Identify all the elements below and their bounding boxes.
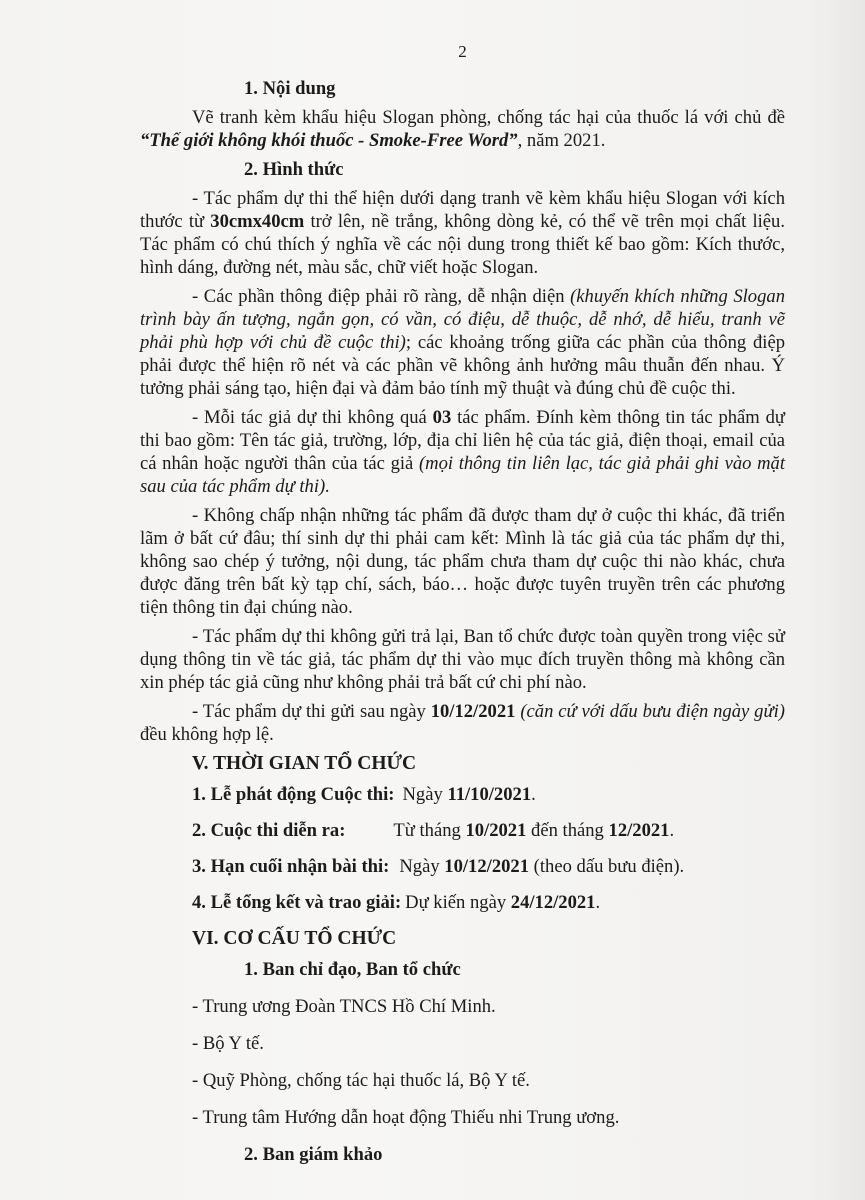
section-heading-content: 1. Nội dung [244, 78, 336, 99]
schedule-label: 2. Cuộc thi diễn ra: [192, 820, 346, 841]
list-item: - Bộ Y tế. [192, 1033, 264, 1054]
text: (theo dấu bưu điện). [529, 856, 685, 877]
section-heading-structure: VI. CƠ CẤU TỔ CHỨC [192, 928, 397, 949]
page-number: 2 [458, 42, 467, 61]
section-heading-form: 2. Hình thức [244, 159, 344, 180]
text: . [669, 820, 675, 841]
text: - Mỗi tác giả dự thi không quá [192, 407, 433, 428]
deadline-date: 10/12/2021 [430, 701, 516, 722]
text: - Các phần thông điệp phải rõ ràng, dễ nhận diện [192, 286, 571, 307]
text: ; các khoảng trống giữa các phần của thông điệp phải được thể hiện rõ nét và các phần vẽ không ảnh hưởng mâu thuẫn đến nhau. Ý tưởng phải sáng tạo, hiện đại và đảm bảo tính mỹ thuật và đúng chủ đề cuộc thi. [140, 332, 785, 399]
text: - Tác phẩm dự thi gửi sau ngày [192, 701, 431, 722]
text: trở lên, nề trắng, không dòng kẻ, có thể vẽ trên mọi chất liệu. Tác phẩm có chú thích ý nghĩa về các nội dung trong thiết kế bao gồm: Kích thước, hình dáng, đường nét, màu sắc, chữ viết hoặc Slogan. [140, 211, 785, 278]
text: Ngày [402, 784, 448, 805]
text: , năm 2021. [517, 130, 606, 151]
paragraph-limit [140, 406, 785, 498]
schedule-value [393, 819, 674, 842]
schedule-row [140, 855, 785, 878]
schedule-label: 1. Lễ phát động Cuộc thi: [192, 784, 395, 805]
date: 24/12/2021 [510, 892, 596, 913]
schedule-value [403, 783, 536, 806]
limit-count: 03 [432, 407, 452, 428]
text: tác phẩm. Đính kèm thông tin tác phẩm dự thi bao gồm: Tên tác giả, trường, lớp, địa chỉ liên hệ của tác giả, điện thoại, email của cá nhân hoặc người thân của tác giả [140, 407, 785, 474]
date: 12/2021 [608, 820, 670, 841]
text: Vẽ tranh kèm khẩu hiệu Slogan phòng, chống tác hại của thuốc lá với chủ đề [192, 107, 785, 128]
schedule-label: 4. Lễ tổng kết và trao giải: [192, 892, 402, 913]
paragraph-format [140, 187, 785, 279]
section-heading-time: V. THỜI GIAN TỔ CHỨC [192, 753, 417, 774]
schedule-row [140, 783, 785, 806]
text: đến tháng [526, 820, 609, 841]
text: . [531, 784, 536, 805]
italic-note: (mọi thông tin liên lạc, tác giả phải ghi vào mặt sau của tác phẩm dự thi). [140, 453, 785, 497]
schedule-value [405, 891, 600, 914]
text: đều không hợp lệ. [140, 724, 274, 745]
page-edge-shadow [805, 0, 865, 1200]
text: Dự kiến ngày [405, 892, 511, 913]
text: Từ tháng [393, 820, 466, 841]
date: 10/12/2021 [444, 856, 530, 877]
size-value: 30cmx40cm [210, 211, 305, 232]
subheading-steering: 1. Ban chỉ đạo, Ban tổ chức [244, 959, 461, 980]
list-item: - Quỹ Phòng, chống tác hại thuốc lá, Bộ Y tế. [192, 1070, 530, 1091]
paragraph-originality: - Không chấp nhận những tác phẩm đã được tham dự ở cuộc thi khác, đã triển lãm ở bất cứ đâu; thí sinh dự thi phải cam kết: Mình là tác giả của tác phẩm dự thi, không sao chép ý tưởng, nội dung, tác phẩm chưa tham dự cuộc thi nào khác, chưa được đăng trên bất kỳ tạp chí, sách, báo… hoặc được tuyên truyền trên các phương tiện thông tin đại chúng nào. [140, 505, 785, 618]
paragraph-deadline [140, 700, 785, 746]
list-item: - Trung tâm Hướng dẫn hoạt động Thiếu nhi Trung ương. [192, 1107, 620, 1128]
date: 10/2021 [465, 820, 527, 841]
date: 11/10/2021 [447, 784, 532, 805]
theme-title: “Thế giới không khói thuốc - Smoke-Free Word” [140, 130, 518, 151]
schedule-value [399, 855, 684, 878]
list-item: - Trung ương Đoàn TNCS Hồ Chí Minh. [192, 996, 496, 1017]
document-body [140, 40, 785, 1172]
subheading-jury: 2. Ban giám khảo [244, 1144, 383, 1165]
schedule-row [140, 891, 785, 914]
italic-note: (khuyến khích những Slogan trình bày ấn tượng, ngắn gọn, có vần, có điệu, dễ thuộc, dễ nhớ, dễ hiểu, tranh vẽ phải phù hợp với chủ đề cuộc thi) [140, 286, 785, 353]
text: - Tác phẩm dự thi thể hiện dưới dạng tranh vẽ kèm khẩu hiệu Slogan với kích thước từ [140, 188, 785, 232]
schedule-label: 3. Hạn cuối nhận bài thi: [192, 856, 390, 877]
text: . [595, 892, 601, 913]
paragraph-message [140, 285, 785, 400]
paragraph-content [140, 106, 785, 152]
schedule-row [140, 819, 785, 842]
text: Ngày [399, 856, 445, 877]
paragraph-rights: - Tác phẩm dự thi không gửi trả lại, Ban tổ chức được toàn quyền trong việc sử dụng thông tin về tác giả, tác phẩm dự thi vào mục đích truyền thông mà không cần xin phép tác giả cũng như không phải trả bất cứ chi phí nào. [140, 626, 785, 693]
italic-note: (căn cứ với dấu bưu điện ngày gửi) [520, 701, 785, 722]
